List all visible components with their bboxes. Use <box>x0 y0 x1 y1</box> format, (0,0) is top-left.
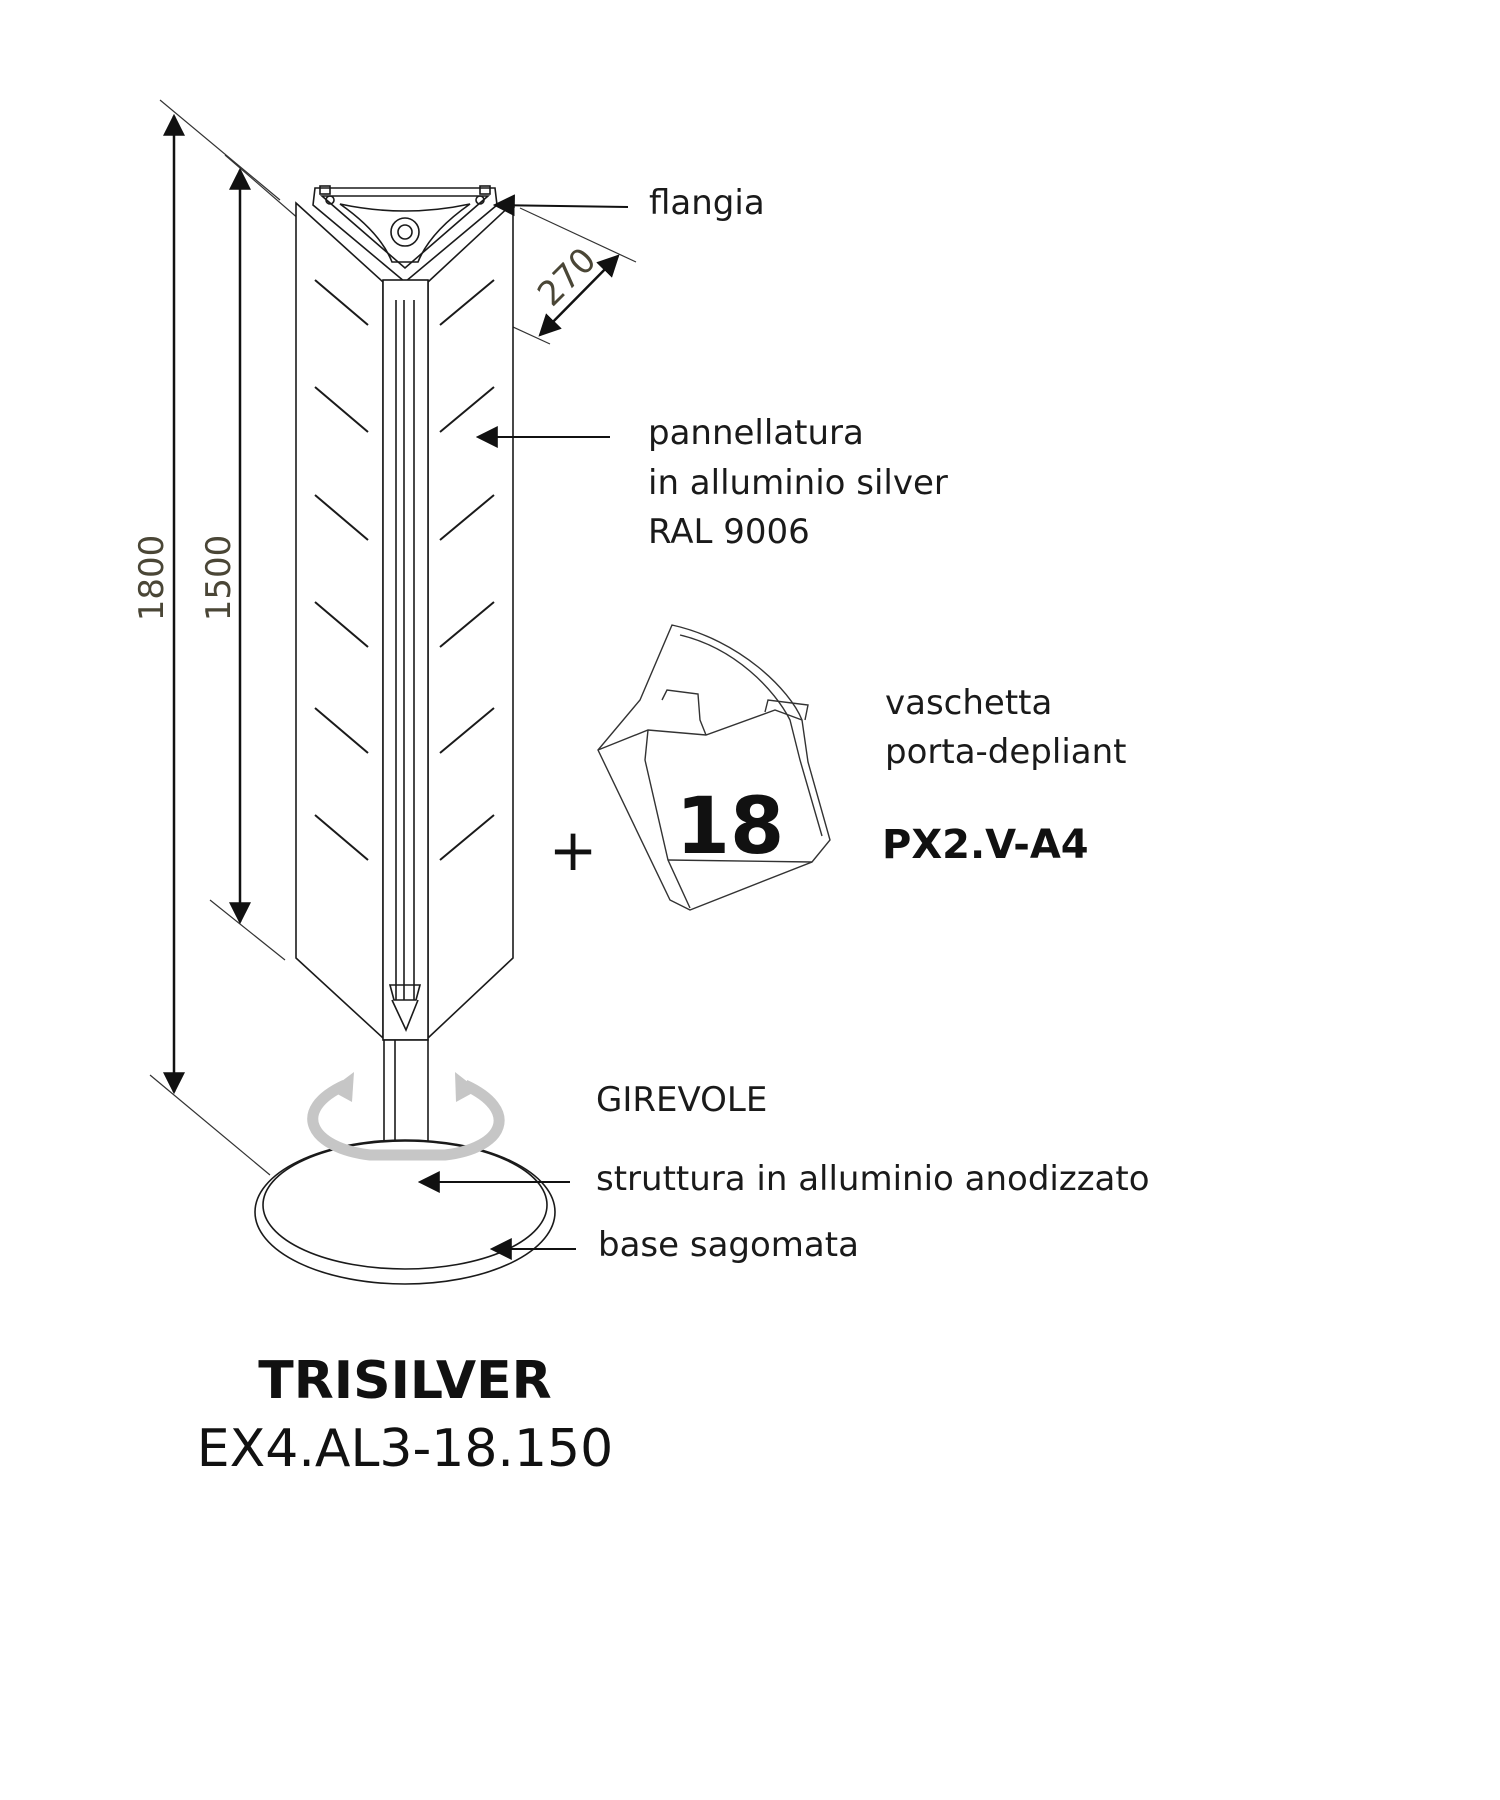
svg-text:RAL 9006: RAL 9006 <box>648 512 810 552</box>
svg-text:pannellatura: pannellatura <box>648 413 864 453</box>
flange-label: flangia <box>649 183 765 223</box>
plus-sign: + <box>548 816 598 884</box>
panels-label <box>648 413 948 552</box>
dimension-1500 <box>199 155 300 960</box>
flange-leader <box>495 205 628 207</box>
rotating-label: GIREVOLE <box>596 1080 768 1120</box>
pocket-code: PX2.V-A4 <box>882 822 1089 868</box>
base-label: base sagomata <box>598 1225 859 1265</box>
left-panel <box>296 203 383 1038</box>
product-code: EX4.AL3-18.150 <box>196 1419 614 1479</box>
product-name: TRISILVER <box>258 1351 552 1411</box>
pocket-label <box>885 683 1127 772</box>
dimension-270-label: 270 <box>530 240 605 315</box>
totem-display <box>255 186 555 1284</box>
pocket-count: 18 <box>675 782 785 872</box>
svg-text:porta-depliant: porta-depliant <box>885 732 1127 772</box>
base <box>255 1140 555 1284</box>
center-spine <box>383 280 428 1040</box>
svg-text:in alluminio silver: in alluminio silver <box>648 463 948 503</box>
svg-text:vaschetta: vaschetta <box>885 683 1053 723</box>
dimension-1800-label: 1800 <box>132 534 172 622</box>
dimension-1500-label: 1500 <box>199 534 239 622</box>
structure-label: struttura in alluminio anodizzato <box>596 1159 1150 1199</box>
dimension-1800 <box>132 100 280 1175</box>
